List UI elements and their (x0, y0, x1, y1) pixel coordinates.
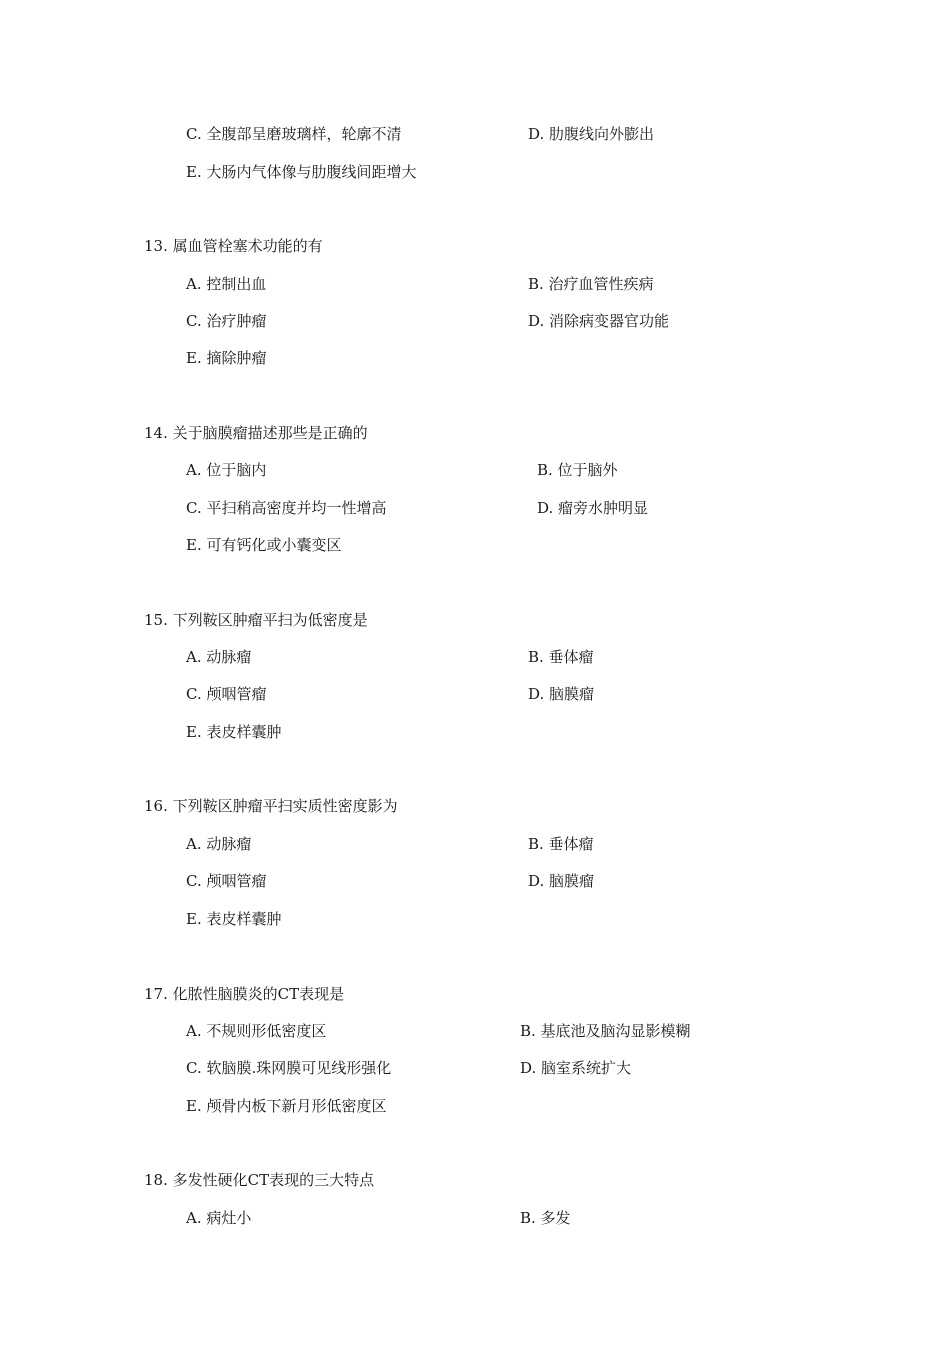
q18-option-a: A. 病灶小 (186, 1209, 252, 1227)
q16-option-d: D. 脑膜瘤 (528, 872, 595, 890)
q13-option-c: C. 治疗肿瘤 (186, 312, 267, 330)
q17-title: 17. 化脓性脑膜炎的CT表现是 (144, 985, 345, 1003)
q16-option-b: B. 垂体瘤 (528, 835, 594, 853)
q12-option-c: C. 全腹部呈磨玻璃样，轮廓不清 (186, 125, 402, 143)
q13-option-a: A. 控制出血 (186, 275, 267, 293)
q17-option-b: B. 基底池及脑沟显影模糊 (520, 1022, 691, 1040)
q16-option-a: A. 动脉瘤 (186, 835, 252, 853)
q16-option-e: E. 表皮样囊肿 (186, 910, 282, 928)
q14-option-a: A. 位于脑内 (186, 461, 267, 479)
q18-option-b: B. 多发 (520, 1209, 571, 1227)
q15-title: 15. 下列鞍区肿瘤平扫为低密度是 (144, 611, 368, 629)
q14-option-e: E. 可有钙化或小囊变区 (186, 536, 342, 554)
q16-option-c: C. 颅咽管瘤 (186, 872, 267, 890)
q17-option-d: D. 脑室系统扩大 (520, 1059, 632, 1077)
q17-option-c: C. 软脑膜.珠网膜可见线形强化 (186, 1059, 392, 1077)
q15-option-c: C. 颅咽管瘤 (186, 685, 267, 703)
q13-option-e: E. 摘除肿瘤 (186, 349, 267, 367)
q17-option-e: E. 颅骨内板下新月形低密度区 (186, 1097, 387, 1115)
q14-option-c: C. 平扫稍高密度并均一性增高 (186, 499, 387, 517)
q15-option-e: E. 表皮样囊肿 (186, 723, 282, 741)
q12-option-d: D. 肋腹线向外膨出 (528, 125, 655, 143)
q15-option-b: B. 垂体瘤 (528, 648, 594, 666)
q17-option-a: A. 不规则形低密度区 (186, 1022, 327, 1040)
q14-option-b: B. 位于脑外 (537, 461, 618, 479)
q13-title: 13. 属血管栓塞术功能的有 (144, 237, 323, 255)
q13-option-b: B. 治疗血管性疾病 (528, 275, 654, 293)
q12-option-e: E. 大肠内气体像与肋腹线间距增大 (186, 163, 417, 181)
q13-option-d: D. 消除病变器官功能 (528, 312, 670, 330)
q14-title: 14. 关于脑膜瘤描述那些是正确的 (144, 424, 368, 442)
q18-title: 18. 多发性硬化CT表现的三大特点 (144, 1171, 375, 1189)
q16-title: 16. 下列鞍区肿瘤平扫实质性密度影为 (144, 797, 398, 815)
q15-option-d: D. 脑膜瘤 (528, 685, 595, 703)
q15-option-a: A. 动脉瘤 (186, 648, 252, 666)
q14-option-d: D. 瘤旁水肿明显 (537, 499, 649, 517)
